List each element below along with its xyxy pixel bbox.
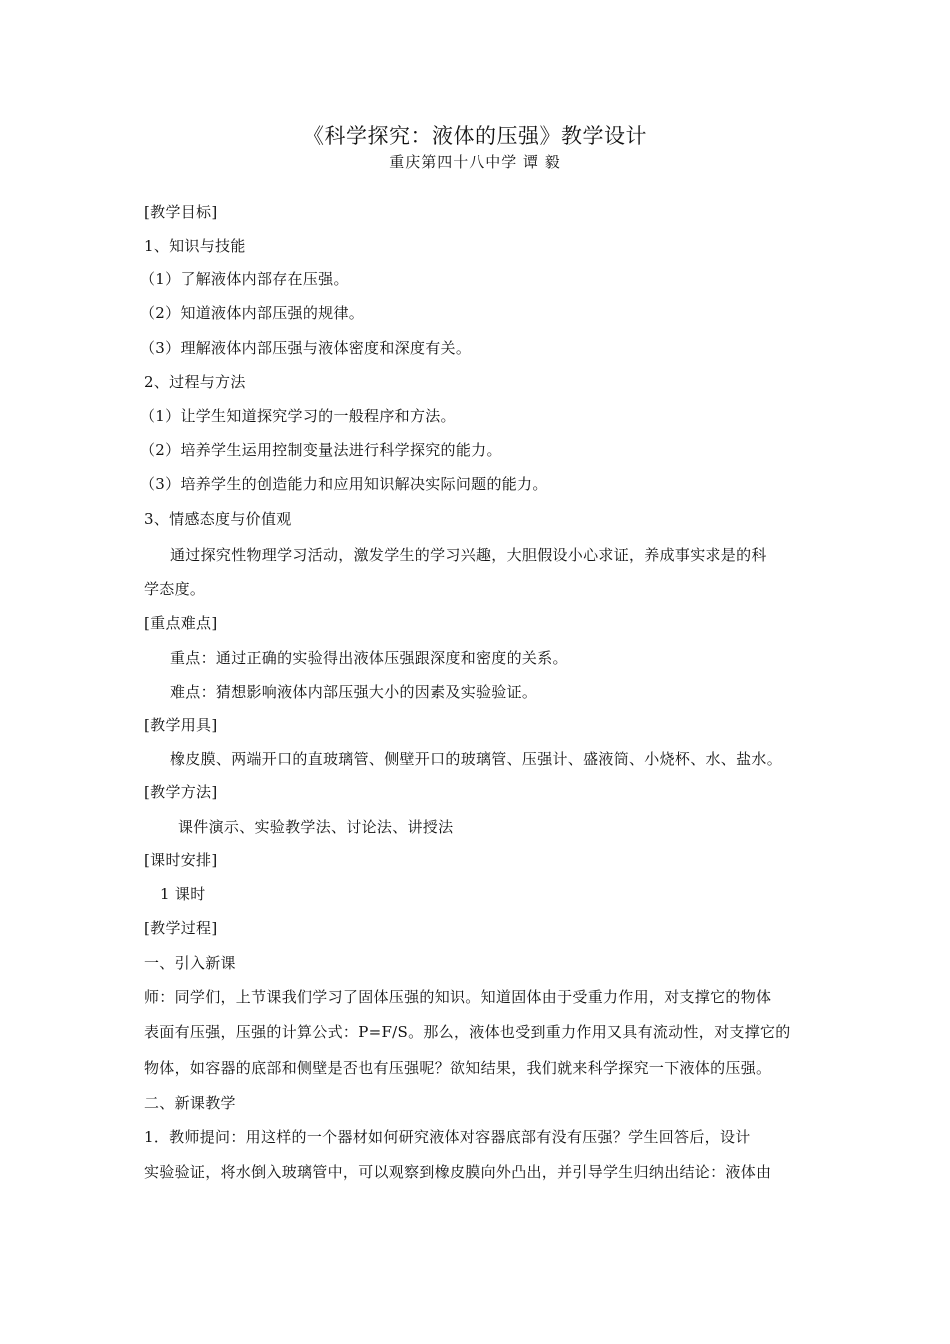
paragraph-line: 难点：猜想影响液体内部压强大小的因素及实验验证。 — [170, 683, 538, 701]
list-item: （1）让学生知道探究学习的一般程序和方法。 — [140, 407, 456, 425]
paragraph-line: 重点：通过正确的实验得出液体压强跟深度和密度的关系。 — [170, 649, 568, 667]
section-heading-objectives: [教学目标] — [144, 203, 218, 221]
list-item: （3）理解液体内部压强与液体密度和深度有关。 — [140, 339, 472, 357]
list-item: （3）培养学生的创造能力和应用知识解决实际问题的能力。 — [140, 475, 548, 493]
subheading-new-lesson: 二、新课教学 — [144, 1094, 236, 1112]
paragraph-line: 1 课时 — [160, 885, 206, 903]
paragraph-line: 橡皮膜、两端开口的直玻璃管、侧壁开口的玻璃管、压强计、盛液筒、小烧杯、水、盐水。 — [170, 750, 783, 768]
subheading-knowledge: 1、知识与技能 — [144, 237, 246, 255]
paragraph-line: 课件演示、实验教学法、讨论法、讲授法 — [178, 818, 454, 836]
list-item: （2）知道液体内部压强的规律。 — [140, 304, 365, 322]
paragraph-line: 实验验证，将水倒入玻璃管中，可以观察到橡皮膜向外凸出，并引导学生归纳出结论：液体由 — [144, 1163, 772, 1181]
list-item: （1）了解液体内部存在压强。 — [140, 270, 349, 288]
paragraph-line: 1．教师提问：用这样的一个器材如何研究液体对容器底部有没有压强？学生回答后，设计 — [144, 1128, 751, 1146]
document-author: 重庆第四十八中学 谭 毅 — [389, 153, 561, 171]
subheading-process: 2、过程与方法 — [144, 373, 246, 391]
section-heading-tools: [教学用具] — [144, 716, 218, 734]
section-heading-process: [教学过程] — [144, 919, 218, 937]
paragraph-line: 物体，如容器的底部和侧壁是否也有压强呢？欲知结果，我们就来科学探究一下液体的压强。 — [144, 1059, 772, 1077]
paragraph-line: 通过探究性物理学习活动，激发学生的学习兴趣，大胆假设小心求证，养成事实求是的科 — [170, 546, 767, 564]
document-title: 《科学探究：液体的压强》教学设计 — [303, 124, 647, 148]
subheading-intro: 一、引入新课 — [144, 954, 236, 972]
section-heading-key-points: [重点难点] — [144, 614, 218, 632]
paragraph-line: 学态度。 — [144, 580, 206, 598]
section-heading-methods: [教学方法] — [144, 783, 218, 801]
paragraph-line: 师：同学们，上节课我们学习了固体压强的知识。知道固体由于受重力作用，对支撑它的物体 — [144, 988, 772, 1006]
section-heading-schedule: [课时安排] — [144, 851, 218, 869]
subheading-attitude: 3、情感态度与价值观 — [144, 510, 292, 528]
paragraph-line: 表面有压强，压强的计算公式：P=F/S。那么，液体也受到重力作用又具有流动性，对支撑它的 — [144, 1023, 791, 1041]
list-item: （2）培养学生运用控制变量法进行科学探究的能力。 — [140, 441, 502, 459]
